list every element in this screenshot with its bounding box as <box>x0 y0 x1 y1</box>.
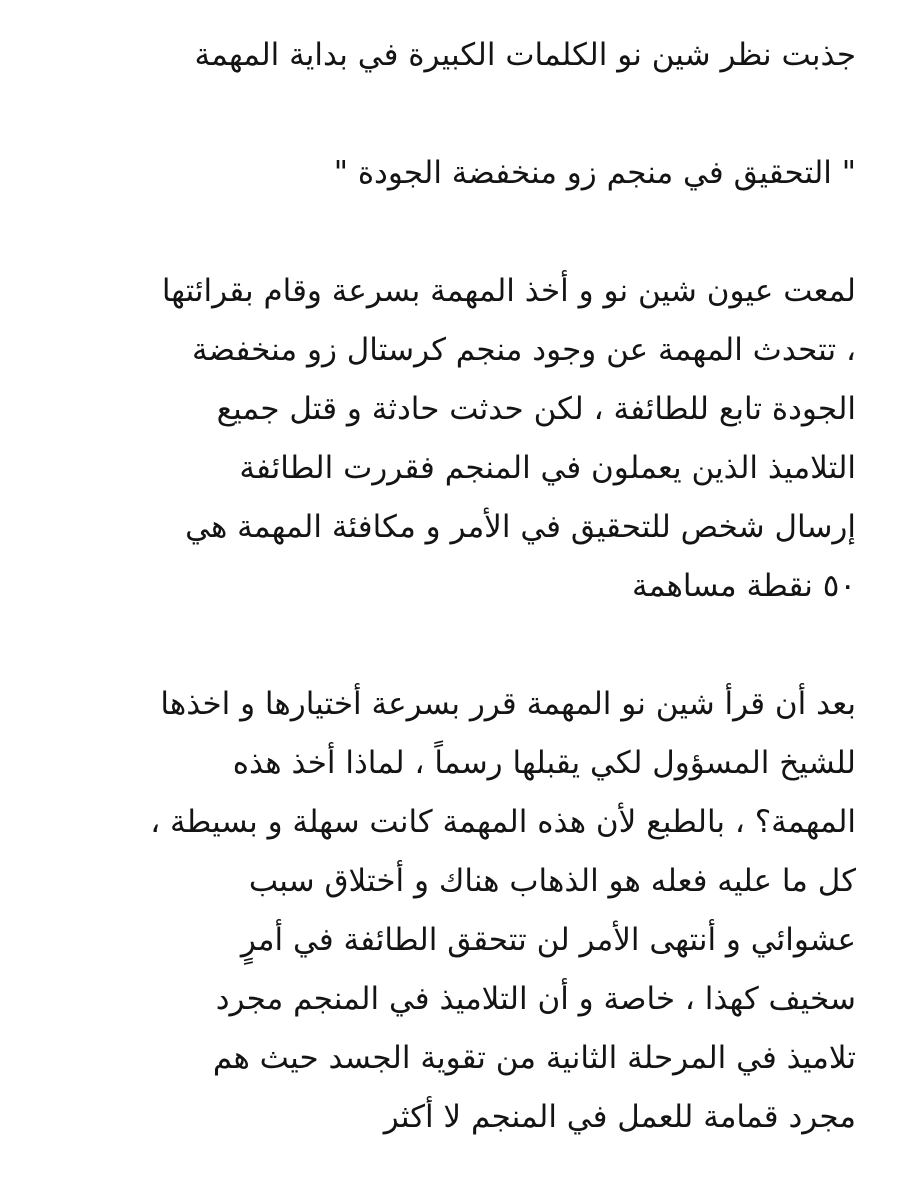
text-line: التلاميذ الذين يعملون في المنجم فقررت الطائفة <box>239 450 856 486</box>
paragraph-mission-details <box>44 262 856 616</box>
paragraph-gap <box>44 85 856 144</box>
text-line: للشيخ المسؤول لكي يقبلها رسماً ، لماذا أخذ هذه <box>232 745 856 781</box>
paragraph-gap <box>44 616 856 675</box>
text-line: المهمة؟ ، بالطبع لأن هذه المهمة كانت سهلة و بسيطة ، <box>150 804 856 840</box>
text-line: عشوائي و أنتهى الأمر لن تتحقق الطائفة في أمرٍ <box>240 922 856 958</box>
text-line: بعد أن قرأ شين نو المهمة قرر بسرعة أختيارها و اخذها <box>160 686 856 722</box>
text-line: الجودة تابع للطائفة ، لكن حدثت حادثة و قتل جميع <box>216 391 856 427</box>
text-line: مجرد قمامة للعمل في المنجم لا أكثر <box>383 1099 856 1135</box>
text-line: ، تتحدث المهمة عن وجود منجم كرستال زو منخفضة <box>191 332 856 368</box>
text-line: لمعت عيون شين نو و أخذ المهمة بسرعة وقام بقرائتها <box>161 273 856 309</box>
paragraph-mission-title <box>44 144 856 203</box>
text-line: تلاميذ في المرحلة الثانية من تقوية الجسد حيث هم <box>212 1040 856 1076</box>
text-line: جذبت نظر شين نو الكلمات الكبيرة في بداية المهمة <box>194 37 856 73</box>
paragraph-gap <box>44 203 856 262</box>
text-line: " التحقيق في منجم زو منخفضة الجودة " <box>333 155 856 191</box>
text-line: سخيف كهذا ، خاصة و أن التلاميذ في المنجم مجرد <box>215 981 856 1017</box>
paragraph-intro <box>44 26 856 85</box>
text-line: كل ما عليه فعله هو الذهاب هناك و أختلاق سبب <box>248 863 856 899</box>
text-line: إرسال شخص للتحقيق في الأمر و مكافئة المهمة هي <box>185 509 856 545</box>
paragraph-decision <box>44 675 856 1147</box>
text-line: ٥٠ نقطة مساهمة <box>632 568 856 604</box>
